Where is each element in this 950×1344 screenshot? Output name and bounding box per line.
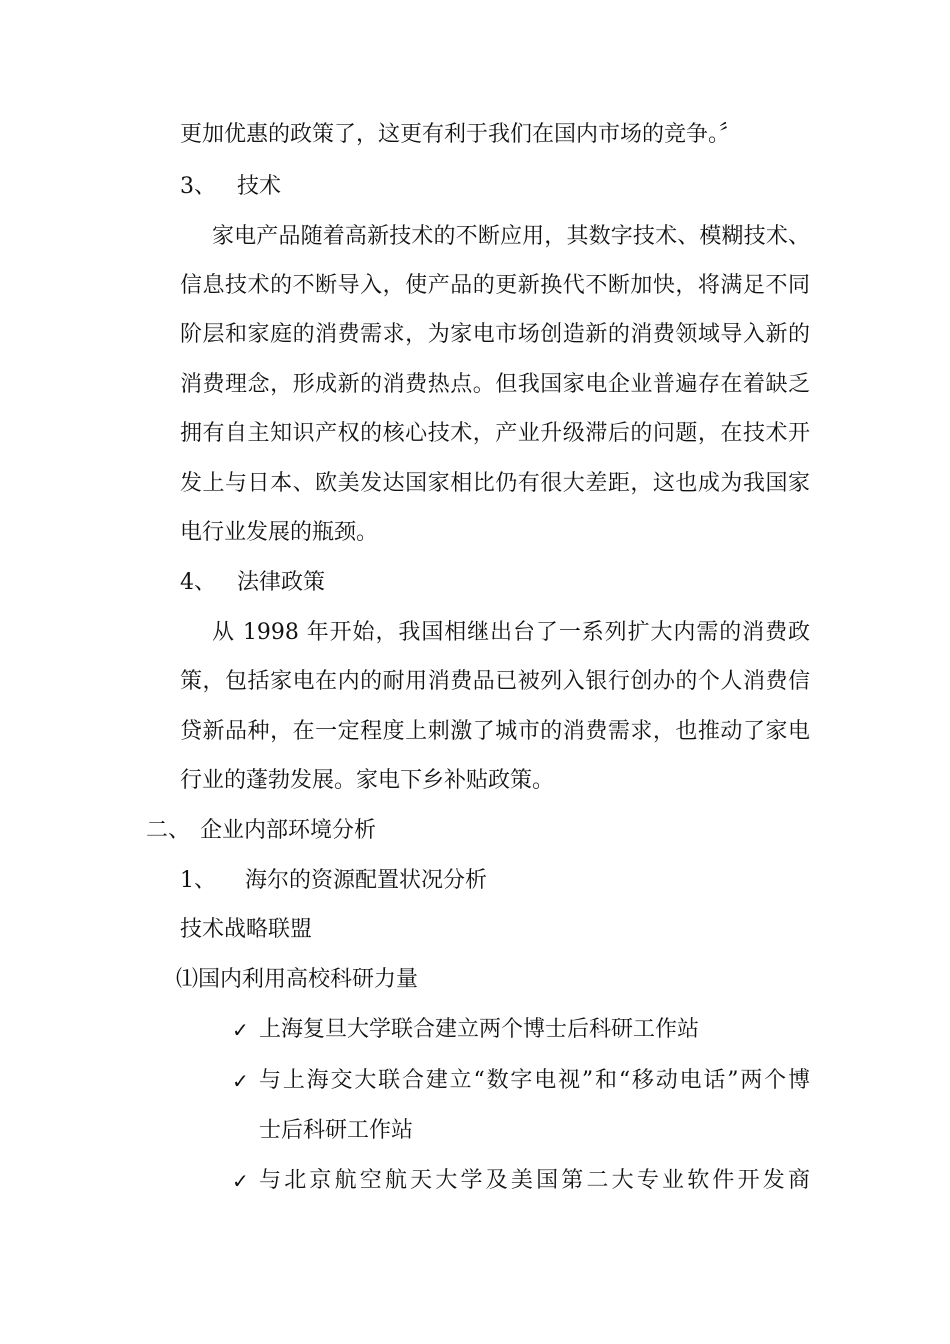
paragraph-line: 阶层和家庭的消费需求，为家电市场创造新的消费领域导入新的 <box>180 322 810 347</box>
heading-number: 4、 <box>180 570 216 595</box>
bullet-item: 与上海交大联合建立“数字电视”和“移动电话”两个博 <box>259 1068 810 1093</box>
paragraph-line: 拥有自主知识产权的核心技术，产业升级滞后的问题，在技术开 <box>180 421 810 446</box>
paragraph-line: 贷新品种，在一定程度上刺激了城市的消费需求，也推动了家电 <box>180 719 810 744</box>
heading-number: 1、 <box>180 868 216 893</box>
paragraph-line: 更加优惠的政策了，这更有利于我们在国内市场的竞争。〞 <box>180 122 742 147</box>
heading-text: 海尔的资源配置状况分析 <box>245 868 488 893</box>
heading-number: 3、 <box>180 174 216 199</box>
bullet-item: 与北京航空航天大学及美国第二大专业软件开发商 <box>259 1168 810 1193</box>
paragraph-line: 信息技术的不断导入，使产品的更新换代不断加快，将满足不同 <box>180 273 810 298</box>
paragraph-line: 从 1998 年开始，我国相继出台了一系列扩大内需的消费政 <box>212 620 810 645</box>
bullet-item-continuation: 士后科研工作站 <box>259 1118 414 1143</box>
paragraph-line: 消费理念，形成新的消费热点。但我国家电企业普遍存在着缺乏 <box>180 372 810 397</box>
heading-text: 法律政策 <box>237 570 326 595</box>
check-icon: ✓ <box>232 1169 249 1193</box>
domestic-heading: ⑴国内利用高校科研力量 <box>176 967 419 992</box>
heading-text: 企业内部环境分析 <box>200 818 377 843</box>
heading-text: 技术 <box>237 174 282 199</box>
check-icon: ✓ <box>232 1018 249 1042</box>
alliance-heading: 技术战略联盟 <box>180 917 313 942</box>
paragraph-line: 行业的蓬勃发展。家电下乡补贴政策。 <box>180 768 555 793</box>
bullet-item: 上海复旦大学联合建立两个博士后科研工作站 <box>259 1017 700 1042</box>
check-icon: ✓ <box>232 1069 249 1093</box>
paragraph-line: 发上与日本、欧美发达国家相比仍有很大差距，这也成为我国家 <box>180 471 810 496</box>
heading-number: 二、 <box>146 818 191 843</box>
paragraph-line: 电行业发展的瓶颈。 <box>180 520 379 545</box>
paragraph-line: 策，包括家电在内的耐用消费品已被列入银行创办的个人消费信 <box>180 669 810 694</box>
paragraph-line: 家电产品随着高新技术的不断应用，其数字技术、模糊技术、 <box>212 224 810 249</box>
